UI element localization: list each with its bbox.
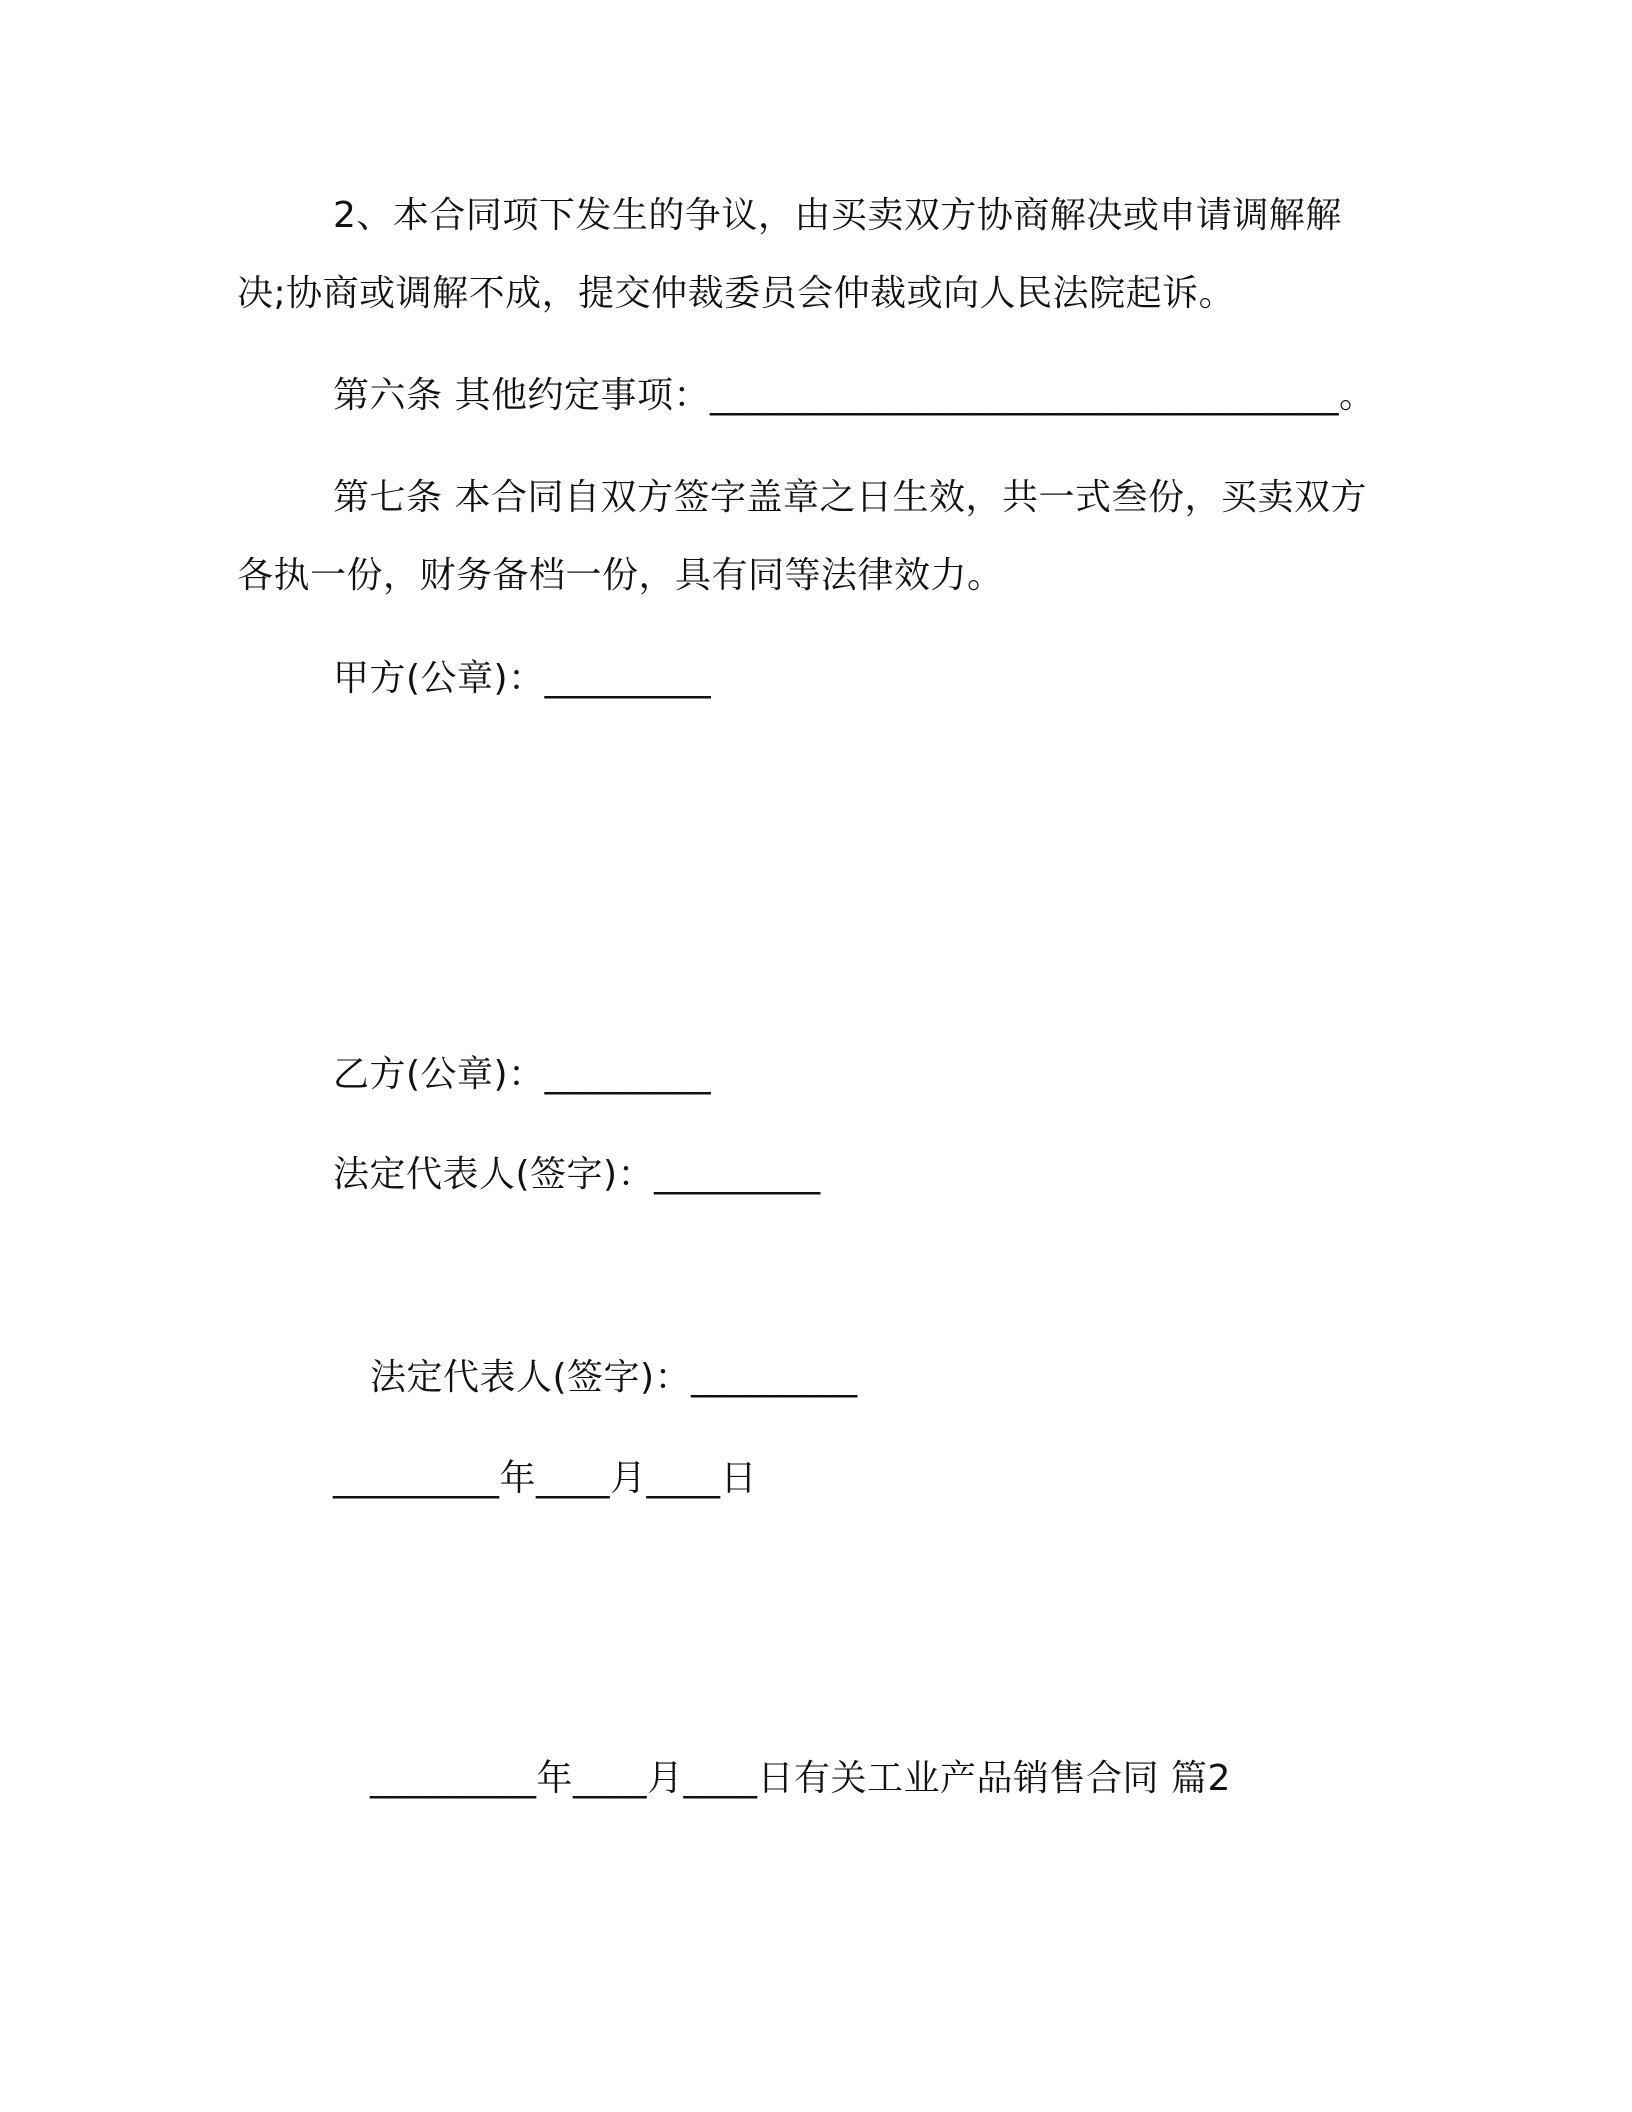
date-line: _________年____月____日 xyxy=(333,1458,757,1499)
legal-representative-2: 法定代表人(签字)：_________ xyxy=(370,1357,858,1398)
next-contract-title: _________年____月____日有关工业产品销售合同 篇2 xyxy=(370,1758,1231,1799)
party-b-seal: 乙方(公章)：_________ xyxy=(333,1054,712,1095)
article-six: 第六条 其他约定事项：__________________________________。 xyxy=(333,375,1376,416)
article-seven-line2: 各执一份，财务备档一份，具有同等法律效力。 xyxy=(237,555,1004,596)
legal-representative-1: 法定代表人(签字)：_________ xyxy=(333,1154,821,1195)
article-seven-line1: 第七条 本合同自双方签字盖章之日生效，共一式叁份，买卖双方 xyxy=(333,477,1367,518)
paragraph-dispute-line2: 决;协商或调解不成，提交仲裁委员会仲裁或向人民法院起诉。 xyxy=(237,273,1236,314)
paragraph-dispute-line1: 2、本合同项下发生的争议，由买卖双方协商解决或申请调解解 xyxy=(333,195,1342,236)
party-a-seal: 甲方(公章)：_________ xyxy=(333,658,712,699)
